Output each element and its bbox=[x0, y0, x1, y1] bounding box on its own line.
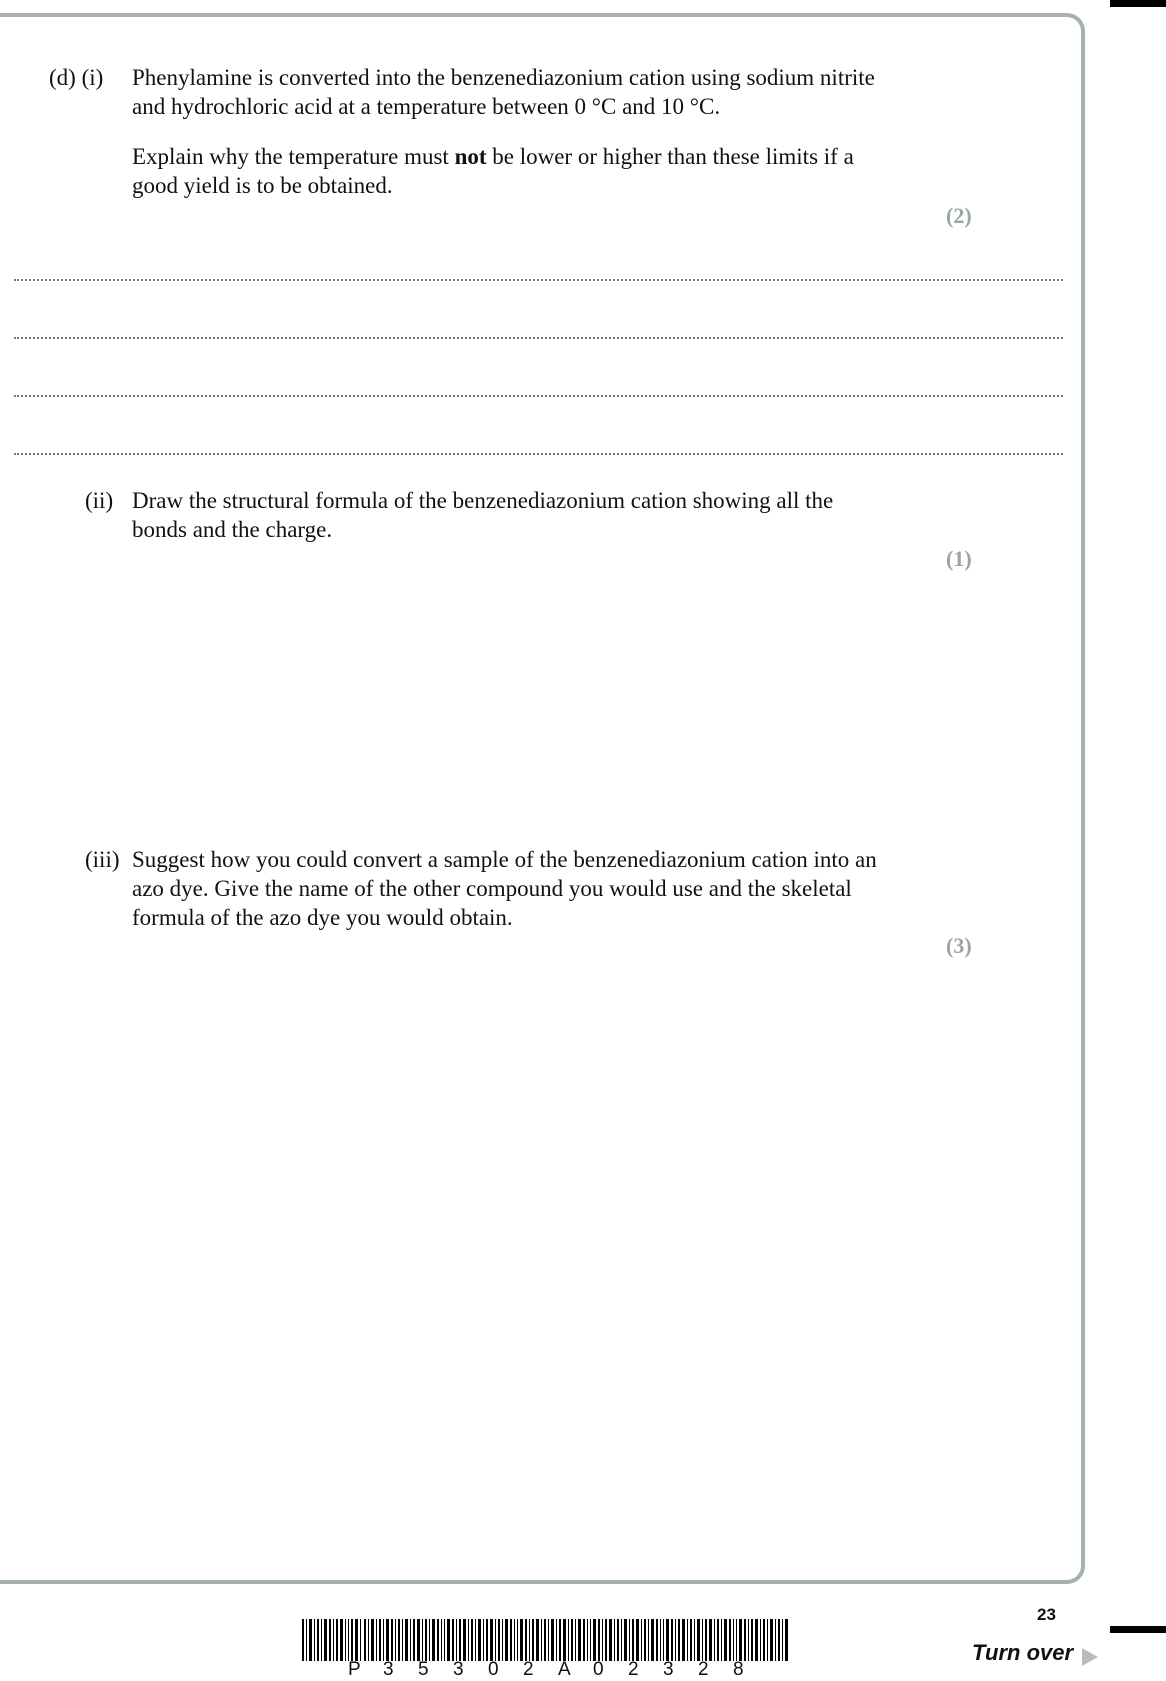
question-text-line: bonds and the charge. bbox=[132, 517, 333, 542]
barcode-char: P bbox=[348, 1659, 361, 1680]
free-answer-area[interactable] bbox=[14, 970, 1063, 1560]
question-text-line: and hydrochloric acid at a temperature between 0 °C and 10 °C. bbox=[132, 94, 721, 119]
question-label-iii: (iii) bbox=[85, 847, 120, 872]
answer-line[interactable] bbox=[14, 453, 1063, 455]
question-text-line: azo dye. Give the name of the other compound you would use and the skeletal bbox=[132, 876, 852, 901]
turn-over-label[interactable]: Turn over bbox=[972, 1640, 1074, 1665]
question-label-d-i: (d) (i) bbox=[49, 65, 104, 90]
instruction-text bbox=[132, 142, 854, 171]
barcode-char: 0 bbox=[593, 1659, 604, 1680]
instruction-post: be lower or higher than these limits if a bbox=[486, 144, 854, 169]
barcode-char: 0 bbox=[488, 1659, 499, 1680]
marks-badge: (1) bbox=[946, 546, 972, 571]
barcode-char: 3 bbox=[383, 1659, 394, 1680]
edge-mark-top bbox=[1110, 0, 1166, 7]
question-text-line: formula of the azo dye you would obtain. bbox=[132, 905, 513, 930]
barcode-char: 2 bbox=[698, 1659, 709, 1680]
barcode-text bbox=[348, 1659, 768, 1681]
marks-badge: (2) bbox=[946, 203, 972, 228]
instruction-emphasis: not bbox=[454, 144, 487, 169]
arrow-right-icon bbox=[1082, 1648, 1098, 1666]
barcode-char: 3 bbox=[663, 1659, 674, 1680]
marks-badge: (3) bbox=[946, 933, 972, 958]
question-label-ii: (ii) bbox=[85, 488, 114, 513]
barcode-char: 2 bbox=[628, 1659, 639, 1680]
answer-line[interactable] bbox=[14, 337, 1063, 339]
page-number: 23 bbox=[1037, 1605, 1056, 1624]
question-text-line: Phenylamine is converted into the benzenediazonium cation using sodium nitrite bbox=[132, 65, 875, 90]
barcode-char: A bbox=[558, 1659, 571, 1680]
barcode-char: 3 bbox=[453, 1659, 464, 1680]
drawing-answer-area[interactable] bbox=[14, 580, 1063, 830]
instruction-text-line2: good yield is to be obtained. bbox=[132, 173, 393, 198]
question-text-line: Draw the structural formula of the benzenediazonium cation showing all the bbox=[132, 488, 834, 513]
barcode-char: 2 bbox=[523, 1659, 534, 1680]
answer-line[interactable] bbox=[14, 279, 1063, 281]
barcode-char: 8 bbox=[733, 1659, 744, 1680]
answer-line[interactable] bbox=[14, 395, 1063, 397]
question-text-line: Suggest how you could convert a sample of the benzenediazonium cation into an bbox=[132, 847, 877, 872]
barcode bbox=[302, 1619, 788, 1661]
barcode-char: 5 bbox=[418, 1659, 429, 1680]
edge-mark-bottom bbox=[1110, 1626, 1166, 1633]
instruction-pre: Explain why the temperature must bbox=[132, 144, 455, 169]
